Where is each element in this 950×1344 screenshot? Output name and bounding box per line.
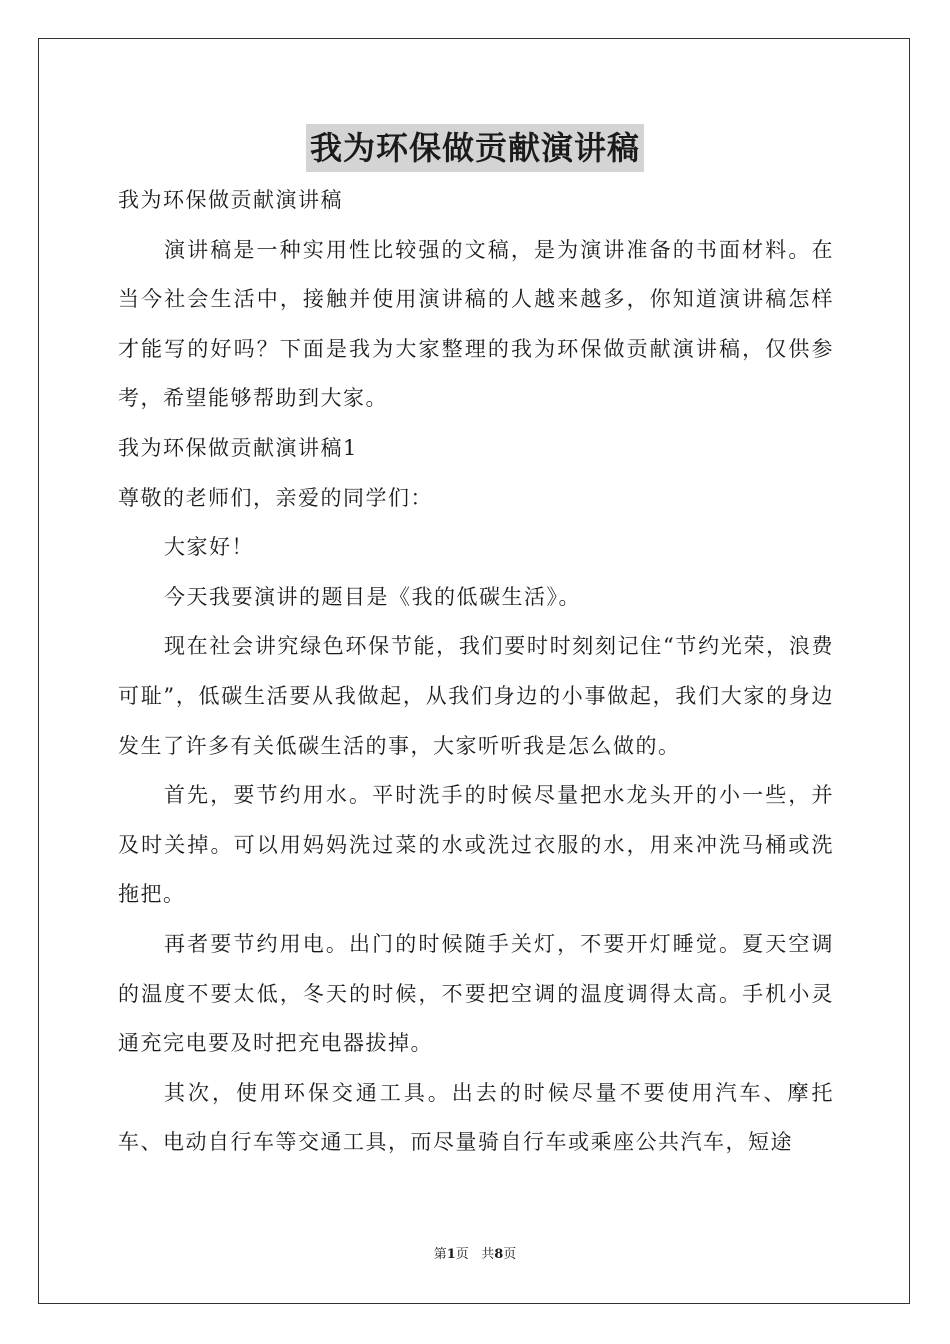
- paragraph-heading: 我为环保做贡献演讲稿: [118, 188, 343, 212]
- paragraph-section-title: 我为环保做贡献演讲稿1: [118, 435, 358, 460]
- paragraph-salutation: 尊敬的老师们，亲爱的同学们：: [118, 485, 433, 510]
- document-body: [118, 176, 834, 1168]
- paragraph-body: 现在社会讲究绿色环保节能，我们要时时刻刻记住“节约光荣，浪费可耻”，低碳生活要从我做起，从我们身边的小事做起，我们大家的身边发生了许多有关低碳生活的事，大家听听我是怎么做的。: [118, 634, 834, 758]
- paragraph-greeting: 大家好！: [164, 535, 254, 560]
- paragraph-body: 其次，使用环保交通工具。出去的时候尽量不要使用汽车、摩托车、电动自行车等交通工具，而尽量骑自行车或乘座公共汽车，短途: [118, 1080, 834, 1155]
- paragraph-body: 再者要节约用电。出门的时候随手关灯，不要开灯睡觉。夏天空调的温度不要太低，冬天的时候，不要把空调的温度调得太高。手机小灵通充完电要及时把充电器拔掉。: [118, 931, 834, 1056]
- page-footer: [0, 1246, 950, 1264]
- paragraph-topic: 今天我要演讲的题目是《我的低碳生活》。: [164, 584, 581, 609]
- document-title: 我为环保做贡献演讲稿: [306, 124, 644, 172]
- document-title-block: [0, 124, 950, 172]
- page-total: 共8页: [481, 1247, 517, 1262]
- paragraph-intro: 演讲稿是一种实用性比较强的文稿，是为演讲准备的书面材料。在当今社会生活中，接触并使用演讲稿的人越来越多，你知道演讲稿怎样才能写的好吗？下面是我为大家整理的我为环保做贡献演讲稿，仅供参考，希望能够帮助到大家。: [118, 237, 834, 411]
- paragraph-body: 首先，要节约用水。平时洗手的时候尽量把水龙头开的小一些，并及时关掉。可以用妈妈洗过菜的水或洗过衣服的水，用来冲洗马桶或洗拖把。: [118, 783, 834, 907]
- page-number: 第1页: [433, 1247, 469, 1262]
